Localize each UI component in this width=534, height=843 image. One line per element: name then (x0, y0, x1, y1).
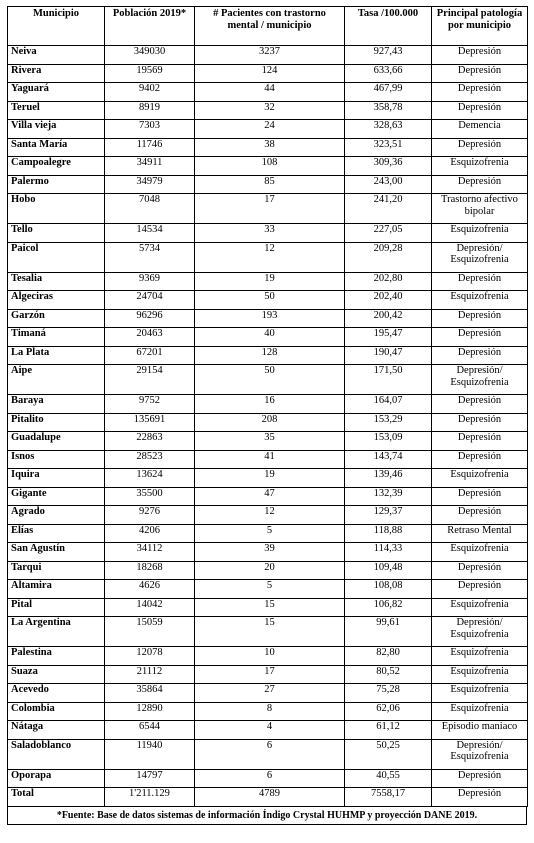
cell-pacientes: 12 (195, 242, 345, 272)
table-row (8, 769, 528, 788)
cell-patologia: Esquizofrenia (432, 543, 528, 562)
table-row (8, 469, 528, 488)
cell-patologia: Depresión (432, 580, 528, 599)
table-row (8, 157, 528, 176)
cell-patologia: Depresión (432, 450, 528, 469)
cell-tasa: 328,63 (345, 120, 432, 139)
table-row (8, 617, 528, 647)
cell-pacientes: 15 (195, 617, 345, 647)
cell-patologia: Depresión (432, 138, 528, 157)
cell-poblacion: 12078 (105, 647, 195, 666)
cell-patologia: Trastorno afectivo bipolar (432, 194, 528, 224)
table-row (8, 365, 528, 395)
table-row (8, 506, 528, 525)
cell-pacientes: 5 (195, 580, 345, 599)
table-row (8, 598, 528, 617)
cell-tasa: 195,47 (345, 328, 432, 347)
table-row (8, 543, 528, 562)
cell-pacientes: 44 (195, 83, 345, 102)
cell-tasa: 164,07 (345, 395, 432, 414)
cell-municipio: Neiva (8, 46, 105, 65)
cell-tasa: 40,55 (345, 769, 432, 788)
cell-poblacion: 14042 (105, 598, 195, 617)
cell-pacientes: 124 (195, 64, 345, 83)
table-row (8, 138, 528, 157)
cell-pacientes: 17 (195, 194, 345, 224)
table-row (8, 684, 528, 703)
cell-patologia: Depresión/ Esquizofrenia (432, 617, 528, 647)
cell-municipio: Hobo (8, 194, 105, 224)
cell-tasa: 109,48 (345, 561, 432, 580)
cell-poblacion: 35864 (105, 684, 195, 703)
cell-municipio: Palestina (8, 647, 105, 666)
cell-pacientes: 50 (195, 365, 345, 395)
header-pacientes: # Pacientes con trastorno mental / municipio (195, 7, 345, 46)
cell-pacientes: 50 (195, 291, 345, 310)
header-municipio: Municipio (8, 7, 105, 46)
cell-patologia: Depresión (432, 506, 528, 525)
table-row (8, 413, 528, 432)
cell-tasa: 200,42 (345, 309, 432, 328)
table-row (8, 739, 528, 769)
cell-poblacion: 9402 (105, 83, 195, 102)
cell-municipio: Oporapa (8, 769, 105, 788)
cell-patologia: Depresión/ Esquizofrenia (432, 739, 528, 769)
table-row (8, 702, 528, 721)
cell-municipio: Rivera (8, 64, 105, 83)
cell-tasa: 99,61 (345, 617, 432, 647)
cell-patologia: Depresión (432, 769, 528, 788)
cell-municipio: Teruel (8, 101, 105, 120)
cell-tasa: 227,05 (345, 224, 432, 243)
cell-pacientes: 6 (195, 739, 345, 769)
cell-tasa: 241,20 (345, 194, 432, 224)
cell-patologia: Depresión (432, 328, 528, 347)
cell-municipio: Tello (8, 224, 105, 243)
cell-poblacion: 13624 (105, 469, 195, 488)
cell-poblacion: 14534 (105, 224, 195, 243)
cell-municipio: Isnos (8, 450, 105, 469)
cell-poblacion: 14797 (105, 769, 195, 788)
cell-patologia: Esquizofrenia (432, 684, 528, 703)
cell-patologia: Demencia (432, 120, 528, 139)
cell-municipio: Iquira (8, 469, 105, 488)
cell-poblacion: 7048 (105, 194, 195, 224)
cell-poblacion: 9369 (105, 272, 195, 291)
cell-patologia: Esquizofrenia (432, 647, 528, 666)
cell-tasa: 62,06 (345, 702, 432, 721)
cell-poblacion: 4626 (105, 580, 195, 599)
cell-pacientes: 47 (195, 487, 345, 506)
cell-municipio: Saladoblanco (8, 739, 105, 769)
cell-municipio: Baraya (8, 395, 105, 414)
cell-patologia: Depresión (432, 309, 528, 328)
cell-pacientes: 128 (195, 346, 345, 365)
source-footnote: *Fuente: Base de datos sistemas de información Índigo Crystal HUHMP y proyección DANE 2019. (7, 807, 527, 825)
table-row (8, 328, 528, 347)
table-row (8, 291, 528, 310)
cell-patologia: Retraso Mental (432, 524, 528, 543)
cell-poblacion: 8919 (105, 101, 195, 120)
cell-pacientes: 6 (195, 769, 345, 788)
cell-tasa: 139,46 (345, 469, 432, 488)
cell-patologia: Depresión (432, 64, 528, 83)
cell-municipio: Campoalegre (8, 157, 105, 176)
cell-tasa: 309,36 (345, 157, 432, 176)
cell-pacientes: 24 (195, 120, 345, 139)
cell-pacientes: 8 (195, 702, 345, 721)
cell-pacientes: 20 (195, 561, 345, 580)
cell-municipio: Tarqui (8, 561, 105, 580)
cell-patologia: Depresión/ Esquizofrenia (432, 365, 528, 395)
cell-municipio: La Plata (8, 346, 105, 365)
cell-patologia: Depresión (432, 561, 528, 580)
cell-municipio: Santa María (8, 138, 105, 157)
cell-patologia: Depresión (432, 413, 528, 432)
table-row (8, 101, 528, 120)
cell-municipio: Acevedo (8, 684, 105, 703)
cell-pacientes: 33 (195, 224, 345, 243)
table-row (8, 524, 528, 543)
table-row (8, 432, 528, 451)
cell-poblacion: 34112 (105, 543, 195, 562)
cell-municipio: Algeciras (8, 291, 105, 310)
cell-tasa: 132,39 (345, 487, 432, 506)
cell-municipio: Timaná (8, 328, 105, 347)
total-cell-patologia: Depresión (432, 788, 528, 807)
cell-poblacion: 34979 (105, 175, 195, 194)
cell-poblacion: 9752 (105, 395, 195, 414)
cell-poblacion: 21112 (105, 665, 195, 684)
cell-poblacion: 135691 (105, 413, 195, 432)
cell-patologia: Depresión (432, 395, 528, 414)
cell-poblacion: 11940 (105, 739, 195, 769)
cell-tasa: 633,66 (345, 64, 432, 83)
header-poblacion: Población 2019* (105, 7, 195, 46)
total-cell-pacientes: 4789 (195, 788, 345, 807)
cell-poblacion: 349030 (105, 46, 195, 65)
cell-pacientes: 32 (195, 101, 345, 120)
table-row (8, 665, 528, 684)
table-row (8, 346, 528, 365)
cell-municipio: Nátaga (8, 721, 105, 740)
cell-municipio: Agrado (8, 506, 105, 525)
cell-tasa: 75,28 (345, 684, 432, 703)
cell-municipio: Guadalupe (8, 432, 105, 451)
table-row (8, 194, 528, 224)
cell-pacientes: 16 (195, 395, 345, 414)
mental-health-table (7, 6, 528, 807)
cell-patologia: Esquizofrenia (432, 598, 528, 617)
cell-poblacion: 67201 (105, 346, 195, 365)
cell-tasa: 106,82 (345, 598, 432, 617)
cell-tasa: 323,51 (345, 138, 432, 157)
cell-tasa: 129,37 (345, 506, 432, 525)
cell-patologia: Depresión (432, 432, 528, 451)
cell-pacientes: 108 (195, 157, 345, 176)
cell-pacientes: 41 (195, 450, 345, 469)
cell-tasa: 243,00 (345, 175, 432, 194)
cell-tasa: 171,50 (345, 365, 432, 395)
total-cell-municipio: Total (8, 788, 105, 807)
cell-municipio: Altamira (8, 580, 105, 599)
cell-poblacion: 5734 (105, 242, 195, 272)
cell-poblacion: 96296 (105, 309, 195, 328)
table-row (8, 580, 528, 599)
cell-poblacion: 7303 (105, 120, 195, 139)
cell-patologia: Depresión (432, 83, 528, 102)
cell-tasa: 82,80 (345, 647, 432, 666)
table-row (8, 450, 528, 469)
header-patologia: Principal patología por municipio (432, 7, 528, 46)
cell-tasa: 358,78 (345, 101, 432, 120)
cell-poblacion: 22863 (105, 432, 195, 451)
cell-patologia: Esquizofrenia (432, 469, 528, 488)
cell-patologia: Depresión/ Esquizofrenia (432, 242, 528, 272)
table-row (8, 272, 528, 291)
table-header-row (8, 7, 528, 46)
cell-poblacion: 6544 (105, 721, 195, 740)
cell-pacientes: 4 (195, 721, 345, 740)
cell-pacientes: 10 (195, 647, 345, 666)
cell-tasa: 114,33 (345, 543, 432, 562)
cell-municipio: Palermo (8, 175, 105, 194)
cell-municipio: Pitalito (8, 413, 105, 432)
cell-poblacion: 29154 (105, 365, 195, 395)
cell-municipio: Pital (8, 598, 105, 617)
table-body (8, 46, 528, 807)
cell-poblacion: 20463 (105, 328, 195, 347)
table-row (8, 395, 528, 414)
cell-municipio: La Argentina (8, 617, 105, 647)
cell-pacientes: 17 (195, 665, 345, 684)
cell-poblacion: 18268 (105, 561, 195, 580)
total-row (8, 788, 528, 807)
cell-poblacion: 24704 (105, 291, 195, 310)
cell-tasa: 61,12 (345, 721, 432, 740)
table-row (8, 120, 528, 139)
cell-municipio: Yaguará (8, 83, 105, 102)
table-row (8, 487, 528, 506)
cell-patologia: Depresión (432, 175, 528, 194)
cell-poblacion: 11746 (105, 138, 195, 157)
cell-patologia: Depresión (432, 487, 528, 506)
cell-tasa: 467,99 (345, 83, 432, 102)
cell-poblacion: 12890 (105, 702, 195, 721)
cell-pacientes: 3237 (195, 46, 345, 65)
cell-municipio: Suaza (8, 665, 105, 684)
cell-poblacion: 19569 (105, 64, 195, 83)
cell-pacientes: 40 (195, 328, 345, 347)
cell-poblacion: 34911 (105, 157, 195, 176)
cell-tasa: 202,80 (345, 272, 432, 291)
cell-pacientes: 15 (195, 598, 345, 617)
cell-municipio: Elías (8, 524, 105, 543)
total-cell-poblacion: 1'211.129 (105, 788, 195, 807)
cell-pacientes: 39 (195, 543, 345, 562)
data-table-container (7, 6, 527, 825)
table-row (8, 647, 528, 666)
cell-patologia: Esquizofrenia (432, 665, 528, 684)
cell-patologia: Esquizofrenia (432, 224, 528, 243)
cell-tasa: 153,29 (345, 413, 432, 432)
cell-poblacion: 35500 (105, 487, 195, 506)
cell-tasa: 108,08 (345, 580, 432, 599)
header-tasa: Tasa /100.000 (345, 7, 432, 46)
cell-patologia: Esquizofrenia (432, 291, 528, 310)
cell-pacientes: 85 (195, 175, 345, 194)
cell-pacientes: 35 (195, 432, 345, 451)
cell-patologia: Depresión (432, 101, 528, 120)
cell-patologia: Episodio maniaco (432, 721, 528, 740)
cell-tasa: 50,25 (345, 739, 432, 769)
cell-municipio: Tesalia (8, 272, 105, 291)
table-row (8, 242, 528, 272)
cell-municipio: Aipe (8, 365, 105, 395)
cell-pacientes: 38 (195, 138, 345, 157)
cell-tasa: 190,47 (345, 346, 432, 365)
cell-patologia: Depresión (432, 346, 528, 365)
cell-pacientes: 208 (195, 413, 345, 432)
table-row (8, 561, 528, 580)
cell-municipio: Garzón (8, 309, 105, 328)
cell-poblacion: 9276 (105, 506, 195, 525)
cell-tasa: 143,74 (345, 450, 432, 469)
cell-patologia: Depresión (432, 272, 528, 291)
cell-poblacion: 4206 (105, 524, 195, 543)
table-row (8, 224, 528, 243)
cell-tasa: 118,88 (345, 524, 432, 543)
cell-poblacion: 28523 (105, 450, 195, 469)
cell-pacientes: 193 (195, 309, 345, 328)
cell-tasa: 202,40 (345, 291, 432, 310)
cell-tasa: 153,09 (345, 432, 432, 451)
cell-patologia: Depresión (432, 46, 528, 65)
cell-pacientes: 12 (195, 506, 345, 525)
cell-pacientes: 5 (195, 524, 345, 543)
cell-pacientes: 19 (195, 272, 345, 291)
table-row (8, 175, 528, 194)
table-row (8, 64, 528, 83)
cell-tasa: 80,52 (345, 665, 432, 684)
cell-municipio: Colombia (8, 702, 105, 721)
cell-patologia: Esquizofrenia (432, 702, 528, 721)
cell-tasa: 209,28 (345, 242, 432, 272)
table-row (8, 83, 528, 102)
total-cell-tasa: 7558,17 (345, 788, 432, 807)
cell-municipio: Paicol (8, 242, 105, 272)
cell-poblacion: 15059 (105, 617, 195, 647)
cell-municipio: Villa vieja (8, 120, 105, 139)
table-row (8, 46, 528, 65)
cell-pacientes: 19 (195, 469, 345, 488)
table-row (8, 721, 528, 740)
cell-municipio: Gigante (8, 487, 105, 506)
cell-tasa: 927,43 (345, 46, 432, 65)
cell-municipio: San Agustín (8, 543, 105, 562)
cell-patologia: Esquizofrenia (432, 157, 528, 176)
cell-pacientes: 27 (195, 684, 345, 703)
table-row (8, 309, 528, 328)
